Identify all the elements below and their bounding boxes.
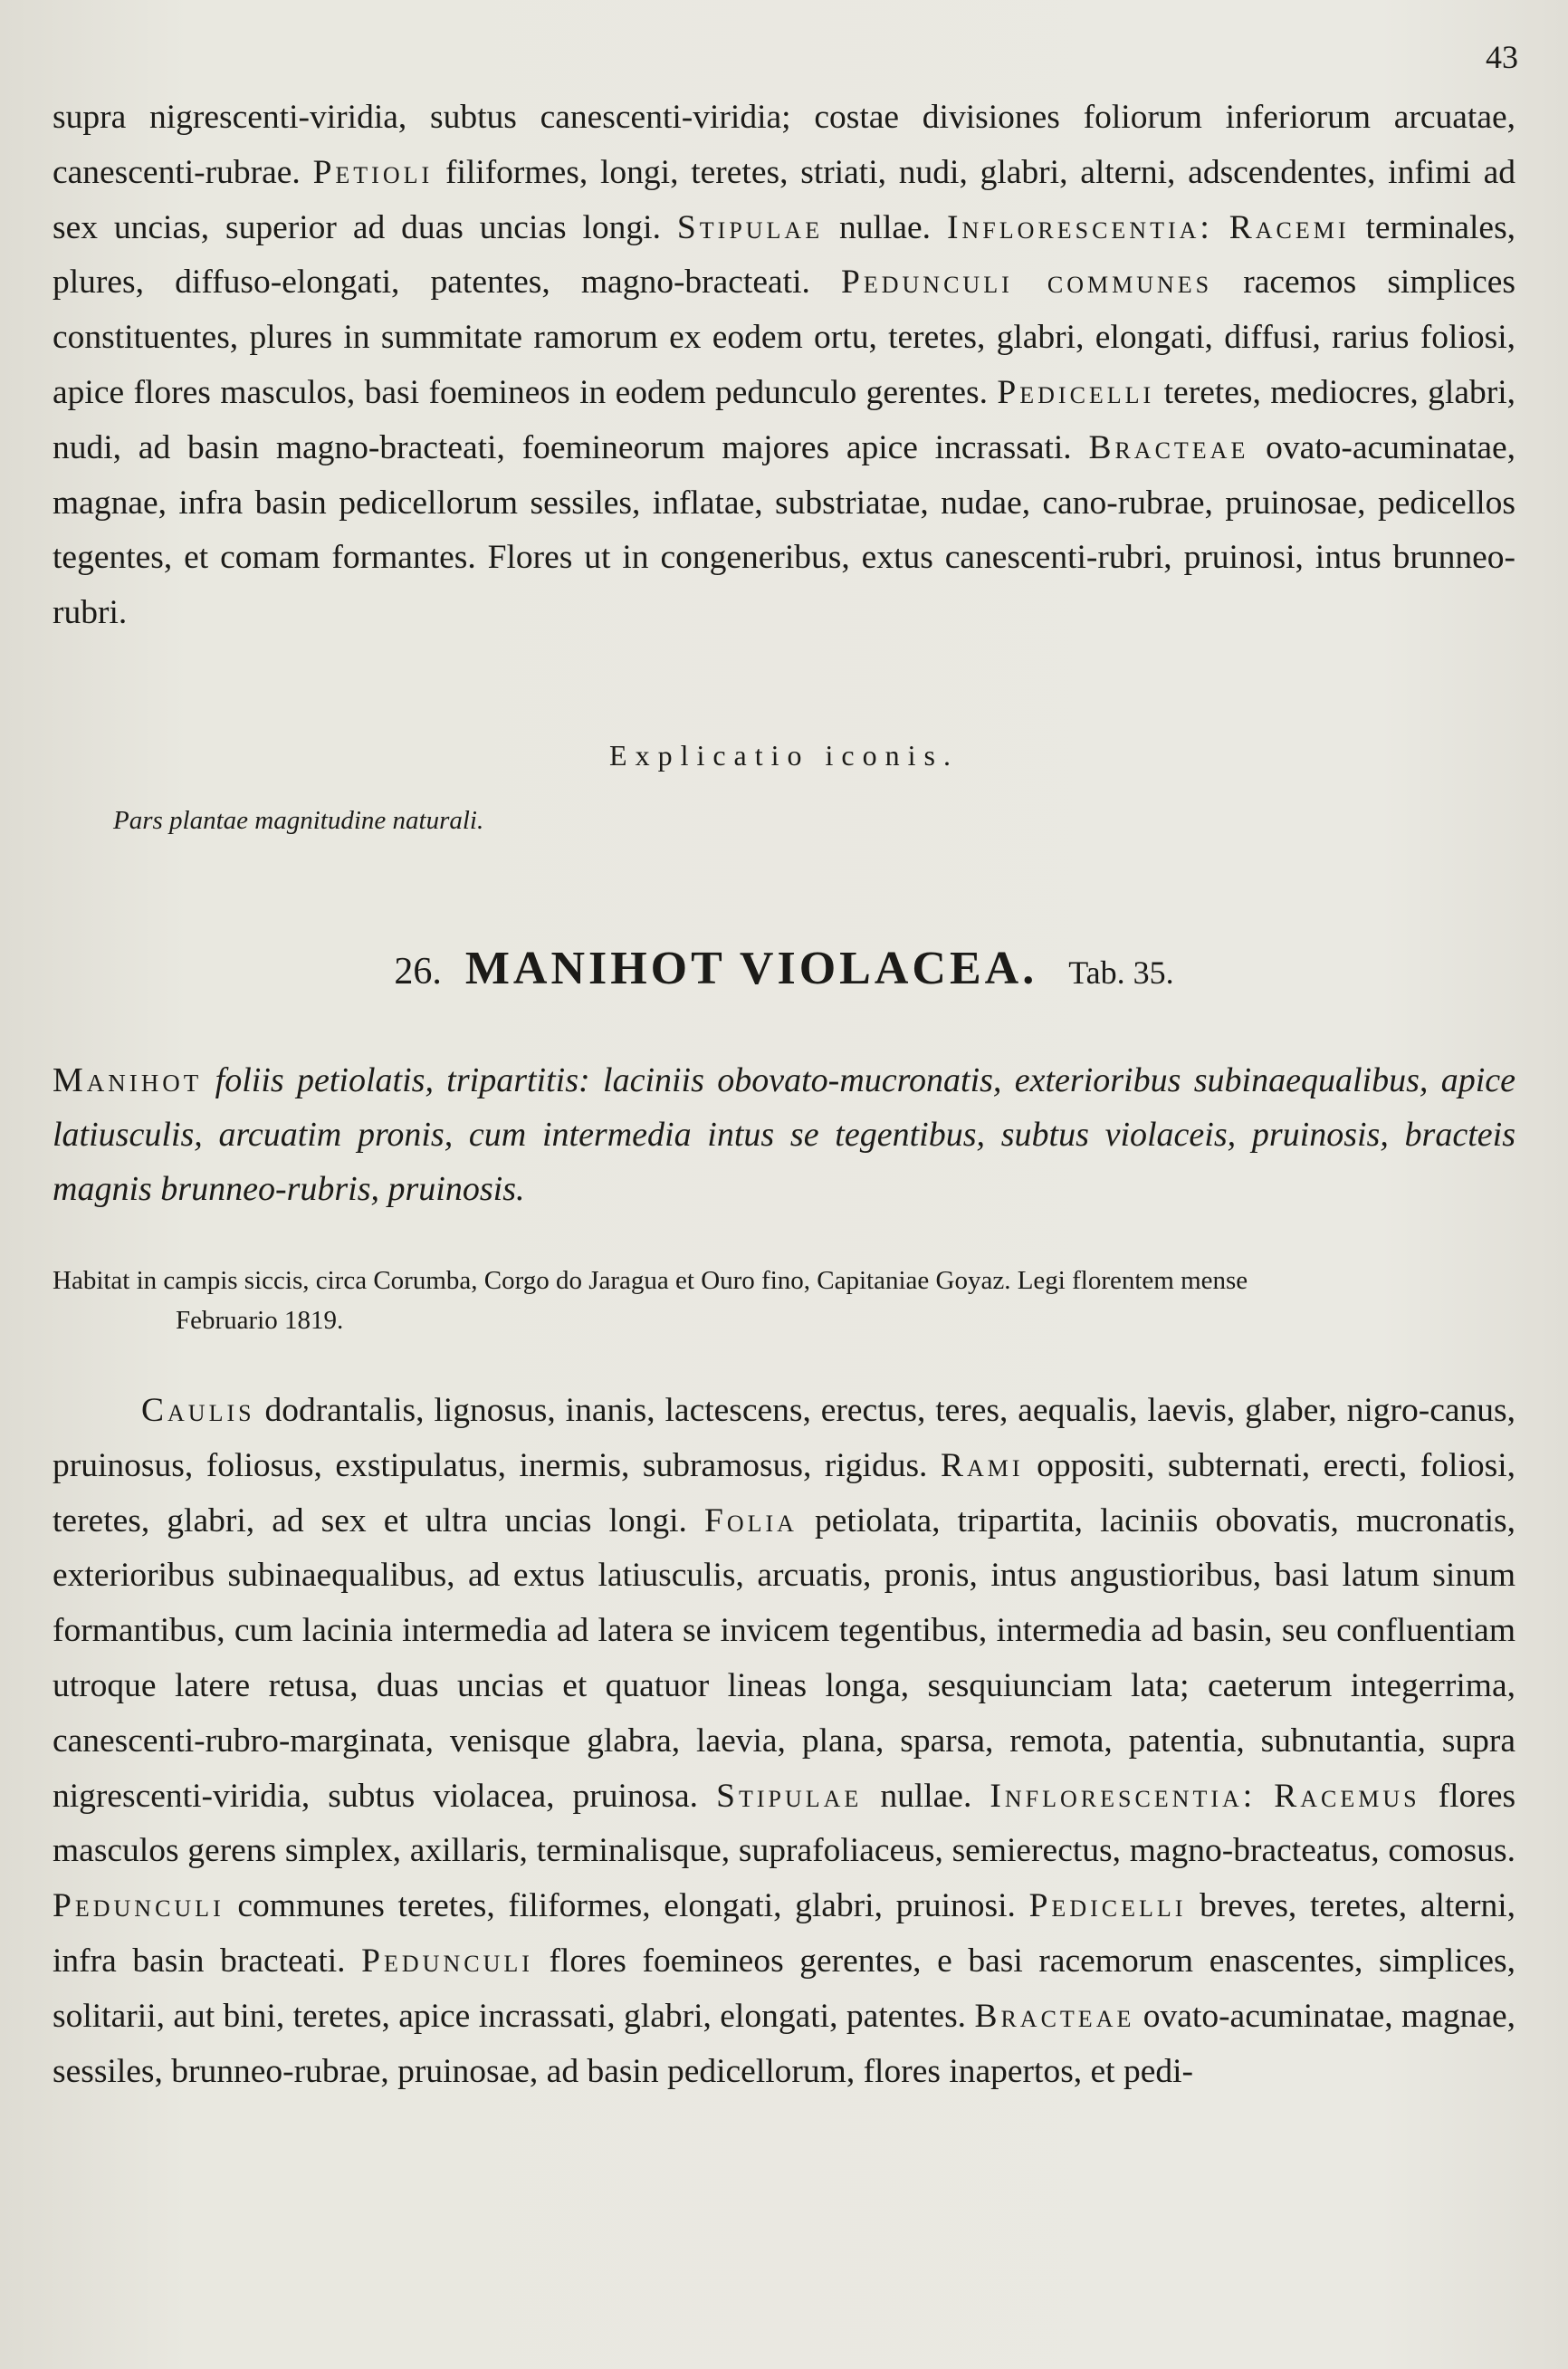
paragraph-text: terminales, plures, diffuso-elongati, patentes, magno-bracteati. — [53, 208, 1516, 302]
inflorescentia-label: Inflorescentia: — [947, 208, 1213, 246]
paragraph-text: nullae. — [839, 208, 932, 246]
paragraph-text: flores foemineos gerentes, e basi racemorum enascentes, simplices, solitarii, aut bini, teretes, apice incrassati, glabri, elongati, patentes. — [53, 1942, 1516, 2035]
bracteae-label: Bracteae — [1088, 428, 1249, 466]
paragraph-text: oppositi, subternati, erecti, foliosi, teretes, glabri, ad sex et ultra uncias longi. — [53, 1446, 1516, 1539]
explicatio-heading: Explicatio iconis. — [609, 739, 959, 772]
species-diagnosis — [53, 1053, 1515, 1216]
racemi-label: Racemi — [1229, 208, 1350, 246]
species-number: 26. — [394, 951, 442, 993]
species-name: MANIHOT VIOLACEA. — [464, 943, 1038, 994]
caulis-label: Caulis — [141, 1392, 255, 1429]
genus-label: Manihot — [53, 1061, 203, 1099]
pedunculi-communes-label: Pedunculi communes — [841, 264, 1213, 302]
stipulae-label: Stipulae — [716, 1777, 863, 1815]
habitat-line-1: Habitat in campis siccis, circa Corumba, Corgo do Jaragua et Ouro fino, Capitaniae Goyaz. Legi florentem mense — [53, 1266, 1248, 1295]
paragraph-text: teretes, mediocres, glabri, nudi, ad basin magno-bracteati, foemineorum majores apice incrassati. — [53, 373, 1516, 466]
description-paragraph — [53, 1384, 1515, 2099]
paragraph-text: ovato-acuminatae, magnae, sessiles, brunneo-rubrae, pruinosae, ad basin pedicellorum, flores inapertos, et pedi- — [53, 1997, 1516, 2090]
explicatio-text: Pars plantae magnitudine naturali. — [113, 806, 484, 835]
pedicelli-label: Pedicelli — [1028, 1887, 1187, 1925]
folia-label: Folia — [704, 1501, 798, 1539]
paragraph-text: racemos simplices constituentes, plures in summitate ramorum ex eodem ortu, teretes, glabri, elongati, diffusi, rarius foliosi, apice flores masculos, basi foemineos in eodem pedunculo gerentes. — [53, 264, 1515, 411]
pedunculi-communes-label: Pedunculi — [53, 1887, 225, 1925]
pedunculi-label: Pedunculi — [361, 1942, 533, 1980]
description-paragraph-continued — [53, 91, 1515, 641]
habitat-line-2: Februario 1819. — [176, 1306, 344, 1335]
petioli-label: Petioli — [312, 153, 434, 191]
paragraph-text: supra nigrescenti-viridia, subtus canescenti-viridia; costae divisiones foliorum inferiorum arcuatae, canescenti-rubrae. — [53, 99, 1515, 191]
paragraph-text: nullae. — [880, 1777, 972, 1815]
pedicelli-label: Pedicelli — [997, 373, 1155, 411]
paragraph-text: dodrantalis, lignosus, inanis, lactescens, erectus, teres, aequalis, laevis, glaber, nigro-canus, pruinosus, foliosus, exstipulatus, inermis, subramosus, rigidus. — [53, 1392, 1516, 1484]
paragraph-text: ovato-acuminatae, magnae, infra basin pedicellorum sessiles, inflatae, substriatae, nudae, cano-rubrae, pruinosae, pedicellos tegentes, et comam formantes. Flores ut in congeneribus, extus canescenti-rubri, pruinosi, intus brunneo-rubri. — [53, 428, 1516, 632]
inflorescentia-label: Inflorescentia: — [990, 1777, 1257, 1815]
plate-reference: Tab. 35. — [1068, 954, 1174, 991]
paragraph-text: petiolata, tripartita, laciniis obovatis, mucronatis, exterioribus subinaequalibus, ad extus latiusculis, arcuatis, pronis, intus angustioribus, basi latum sinum formantibus, cum lacinia intermedia ad latera se invicem tegentibus, intermedia ad basin, seu confluentiam utroque latere retusa, duas uncias et quatuor lineas longa, sesquiunciam lata; caeterum integerrima, canescenti-rubro-marginata, venisque glabra, laevia, plana, sparsa, remota, patentia, subnutantia, supra nigrescenti-viridia, subtus violacea, pruinosa. — [53, 1501, 1515, 1815]
habitat-note — [53, 1261, 1515, 1340]
stipulae-label: Stipulae — [676, 208, 824, 246]
rami-label: Rami — [940, 1446, 1024, 1484]
paragraph-text: filiformes, longi, teretes, striati, nudi, glabri, alterni, adscendentes, infimi ad sex uncias, superior ad duas uncias longi. — [53, 153, 1515, 246]
racemus-label: Racemus — [1274, 1777, 1420, 1815]
paragraph-text: communes teretes, filiformes, elongati, glabri, pruinosi. — [237, 1887, 1016, 1925]
bracteae-label: Bracteae — [974, 1997, 1135, 2035]
paragraph-text: breves, teretes, alterni, infra basin bracteati. — [53, 1887, 1515, 1980]
paragraph-text: flores masculos gerens simplex, axillaris, terminalisque, suprafoliaceus, semierectus, magno-bracteatus, comosus. — [53, 1777, 1516, 1870]
diagnosis-text: foliis petiolatis, tripartitis: laciniis obovato-mucronatis, exterioribus subinaequalibus, apice latiusculis, arcuatim pronis, cum intermedia intus se tegentibus, subtus violaceis, pruinosis, bracteis magnis brunneo-rubris, pruinosis. — [53, 1061, 1516, 1208]
page-number: 43 — [1486, 39, 1518, 75]
species-heading — [0, 942, 1568, 995]
